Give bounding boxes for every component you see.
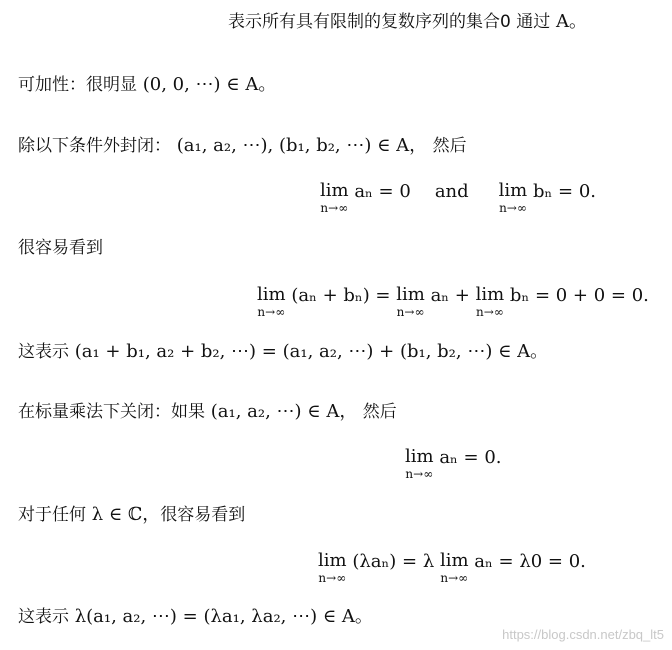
math-part: (λaₙ) = λ (346, 551, 440, 572)
text-zh: 很容易看到 (18, 238, 103, 258)
text-zh-then: 然后 (357, 402, 397, 422)
math-inline: A。 (550, 11, 587, 32)
line-scalar-closure (18, 400, 397, 424)
equation-limit-a-zero (405, 446, 502, 490)
equation-scalar-limit (318, 550, 586, 594)
math-part: aₙ + (424, 285, 476, 306)
line-additivity (18, 73, 276, 97)
math-inline: (0, 0, ⋯) ∈ A。 (137, 74, 277, 95)
line-set-definition (228, 10, 587, 34)
text-zh: 这表示 (18, 342, 69, 362)
limit-operator: lim n→∞ (320, 180, 349, 215)
limit-operator: lim n→∞ (439, 550, 469, 585)
math-part: aₙ = λ0 = 0. (468, 551, 586, 572)
math-inline: (a₁, a₂, ⋯), (b₁, b₂, ⋯) ∈ A， (171, 135, 428, 156)
line-scalar-in-a (18, 605, 373, 629)
limit-operator: lim n→∞ (475, 284, 505, 319)
text-zh: 在标量乘法下关闭：如果 (18, 402, 205, 422)
line-for-any-lambda (18, 503, 245, 527)
text-zh-easy: 很容易看到 (160, 505, 246, 525)
limit-operator: lim n→∞ (405, 446, 434, 481)
equation-limits-zero (320, 180, 596, 224)
math-inline: λ(a₁, a₂, ⋯) = (λa₁, λa₂, ⋯) ∈ A。 (69, 606, 373, 627)
watermark: https://blog.csdn.net/zbq_lt5 (502, 627, 664, 642)
text-zh: 表示所有具有限制的复数序列的集合0 通过 (228, 12, 551, 32)
text-zh: 除以下条件外封闭： (18, 136, 171, 156)
limit-operator: lim n→∞ (396, 284, 425, 319)
line-easy-to-see (18, 236, 103, 260)
math-inline: λ ∈ ℂ， (86, 504, 161, 525)
text-zh: 可加性：很明显 (18, 75, 137, 95)
math-part: bₙ = 0 + 0 = 0. (504, 285, 649, 306)
limit-operator: lim n→∞ (498, 180, 528, 215)
text-zh: 对于任何 (18, 505, 86, 525)
math-inline: (a₁ + b₁, a₂ + b₂, ⋯) = (a₁, a₂, ⋯) + (b₁, b₂, ⋯) ∈ A。 (69, 341, 549, 362)
text-zh-then: 然后 (427, 136, 467, 156)
limit-operator: lim n→∞ (318, 550, 347, 585)
math-part: (aₙ + bₙ) = (285, 285, 397, 306)
line-closure-condition (18, 134, 467, 158)
limit-operator: lim n→∞ (257, 284, 286, 319)
math-inline: (a₁, a₂, ⋯) ∈ A， (205, 401, 358, 422)
word-and: and (434, 181, 469, 202)
line-sum-in-a (18, 340, 548, 364)
math-part: aₙ = 0 (348, 181, 411, 202)
math-part: aₙ = 0. (433, 447, 502, 468)
text-zh: 这表示 (18, 607, 69, 627)
equation-sum-of-limits (257, 284, 649, 328)
math-part: bₙ = 0. (527, 181, 596, 202)
